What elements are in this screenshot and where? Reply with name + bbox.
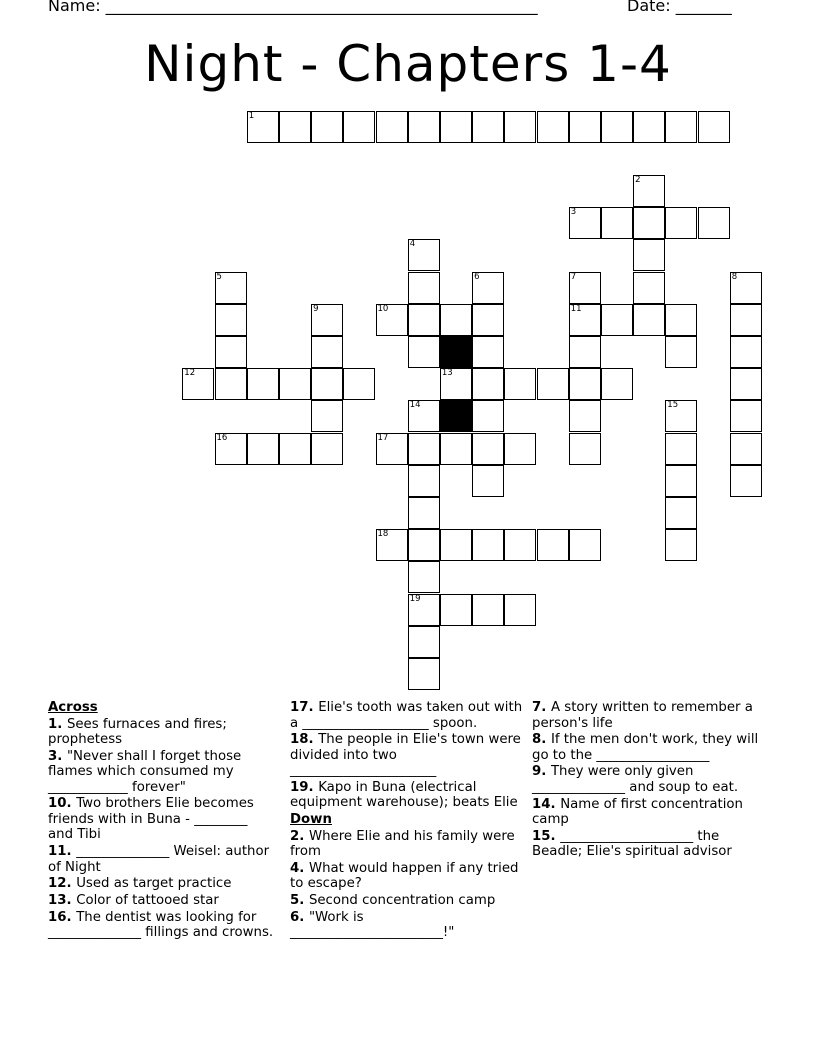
grid-cell[interactable] (633, 239, 665, 271)
clue-item (532, 797, 772, 828)
grid-cell[interactable] (472, 465, 504, 497)
grid-cell[interactable] (601, 368, 633, 400)
clue-text: A story written to remember a person's life (532, 700, 753, 731)
grid-cell[interactable] (182, 368, 214, 400)
grid-cell[interactable] (472, 336, 504, 368)
clue-item (48, 749, 276, 796)
clue-number-label: 1. (48, 716, 67, 732)
clue-number-label: 19. (290, 779, 319, 795)
grid-cell[interactable] (311, 433, 343, 465)
grid-cell[interactable] (730, 400, 762, 432)
grid-cell[interactable] (665, 497, 697, 529)
clue-number: 2 (635, 174, 641, 185)
clue-text: ____________________ the Beadle; Elie's spiritual advisor (532, 828, 732, 860)
grid-cell[interactable] (376, 529, 408, 561)
grid-cell[interactable] (408, 272, 440, 304)
grid-cell[interactable] (472, 304, 504, 336)
grid-cell[interactable] (633, 207, 665, 239)
date-field-label: Date: _______ (627, 0, 732, 15)
clue-text: Two brothers Elie becomes friends with in Buna - ________ and Tibi (48, 796, 254, 843)
clue-item (290, 861, 526, 892)
grid-cell[interactable] (569, 529, 601, 561)
grid-cell[interactable] (730, 433, 762, 465)
clue-text: Used as target practice (76, 876, 232, 892)
black-square (440, 336, 472, 368)
grid-cell[interactable] (440, 594, 472, 626)
grid-cell[interactable] (504, 594, 536, 626)
clue-number: 17 (377, 432, 389, 443)
clue-item (48, 844, 276, 875)
clue-number: 8 (731, 271, 738, 282)
grid-cell[interactable] (665, 304, 697, 336)
grid-cell[interactable] (408, 239, 440, 271)
clue-number: 18 (377, 529, 389, 540)
down-heading: Down (290, 812, 332, 828)
clue-item (48, 876, 276, 892)
grid-cell[interactable] (215, 336, 247, 368)
grid-cell[interactable] (730, 368, 762, 400)
clue-number-label: 8. (532, 732, 551, 748)
clue-text: Kapo in Buna (electrical equipment warehouse); beats Elie (290, 779, 518, 811)
grid-cell[interactable] (472, 368, 504, 400)
grid-cell[interactable] (665, 400, 697, 432)
clue-number-label: 17. (290, 700, 319, 715)
clue-text: Sees furnaces and fires; prophetess (48, 716, 227, 747)
clue-number: 7 (570, 271, 577, 282)
grid-cell[interactable] (440, 304, 472, 336)
clue-column-2 (290, 700, 526, 942)
grid-cell[interactable] (665, 336, 697, 368)
grid-cell[interactable] (408, 658, 440, 690)
clue-number: 9 (313, 303, 319, 314)
clue-item (532, 829, 772, 860)
clue-number-label: 12. (48, 876, 77, 892)
grid-cell[interactable] (633, 111, 665, 143)
grid-cell[interactable] (440, 368, 472, 400)
clue-item (48, 910, 276, 941)
clue-column-3 (532, 700, 772, 861)
grid-cell[interactable] (633, 175, 665, 207)
clue-text: Name of first concentration camp (532, 796, 743, 828)
grid-cell[interactable] (408, 497, 440, 529)
clue-column-1 (48, 700, 276, 942)
grid-cell[interactable] (472, 594, 504, 626)
grid-cell[interactable] (601, 207, 633, 239)
clue-text: ______________ Weisel: author of Night (48, 844, 270, 875)
clue-text: If the men don't work, they will go to the _________________ (532, 732, 759, 763)
grid-cell[interactable] (343, 111, 375, 143)
grid-cell[interactable] (665, 111, 697, 143)
grid-cell[interactable] (665, 207, 697, 239)
grid-cell[interactable] (279, 111, 311, 143)
grid-cell[interactable] (408, 626, 440, 658)
grid-cell[interactable] (440, 111, 472, 143)
grid-cell[interactable] (440, 529, 472, 561)
grid-cell[interactable] (311, 400, 343, 432)
grid-cell[interactable] (633, 304, 665, 336)
clue-item (532, 732, 772, 763)
clue-item (48, 893, 276, 909)
grid-cell[interactable] (537, 529, 569, 561)
grid-cell[interactable] (376, 304, 408, 336)
grid-cell[interactable] (408, 561, 440, 593)
grid-cell[interactable] (408, 111, 440, 143)
grid-cell[interactable] (504, 529, 536, 561)
clue-text: The people in Elie's town were divided into two ______________________ (290, 732, 521, 779)
clue-text: Second concentration camp (308, 892, 496, 908)
clue-item (290, 780, 526, 811)
grid-cell[interactable] (472, 111, 504, 143)
clue-item (290, 732, 526, 779)
grid-cell[interactable] (569, 368, 601, 400)
grid-cell[interactable] (472, 529, 504, 561)
black-square (440, 400, 472, 432)
grid-cell[interactable] (408, 594, 440, 626)
grid-cell[interactable] (215, 272, 247, 304)
clue-item (532, 700, 772, 731)
grid-cell[interactable] (665, 465, 697, 497)
clue-number: 11 (570, 303, 582, 314)
clue-item (48, 717, 276, 748)
clue-text: Elie's tooth was taken out with a ___________________ spoon. (290, 700, 523, 731)
clue-number: 13 (441, 368, 453, 379)
grid-cell[interactable] (569, 272, 601, 304)
name-field-label: Name: ______________________________________________________ (48, 0, 538, 15)
clue-number: 1 (248, 110, 255, 121)
grid-cell[interactable] (569, 304, 601, 336)
grid-cell[interactable] (247, 111, 279, 143)
grid-cell[interactable] (504, 111, 536, 143)
grid-cell[interactable] (408, 529, 440, 561)
clue-item (290, 700, 526, 731)
grid-cell[interactable] (569, 400, 601, 432)
grid-cell[interactable] (408, 465, 440, 497)
across-heading: Across (48, 700, 98, 715)
grid-cell[interactable] (472, 400, 504, 432)
clue-item (532, 764, 772, 795)
clue-number: 10 (377, 303, 389, 314)
clue-number: 3 (570, 207, 577, 218)
grid-cell[interactable] (311, 304, 343, 336)
grid-cell[interactable] (569, 433, 601, 465)
page-title: Night - Chapters 1-4 (144, 35, 672, 93)
clue-number-label: 11. (48, 844, 77, 860)
clue-number: 14 (409, 400, 421, 411)
clue-item (290, 910, 526, 941)
grid-cell[interactable] (440, 433, 472, 465)
grid-cell[interactable] (665, 433, 697, 465)
grid-cell[interactable] (730, 465, 762, 497)
clue-number-label: 10. (48, 796, 77, 812)
grid-cell[interactable] (601, 304, 633, 336)
grid-cell[interactable] (279, 433, 311, 465)
grid-cell[interactable] (633, 272, 665, 304)
grid-cell[interactable] (569, 207, 601, 239)
clue-text: They were only given ______________ and soup to eat. (532, 764, 739, 795)
grid-cell[interactable] (601, 111, 633, 143)
grid-cell[interactable] (408, 433, 440, 465)
clue-number-label: 9. (532, 764, 551, 780)
clue-number: 5 (216, 271, 222, 282)
grid-cell[interactable] (408, 336, 440, 368)
grid-cell[interactable] (215, 304, 247, 336)
grid-cell[interactable] (698, 111, 730, 143)
grid-cell[interactable] (730, 272, 762, 304)
clue-text: What would happen if any tried to escape? (290, 860, 519, 892)
clue-number: 12 (184, 368, 196, 379)
grid-cell[interactable] (215, 368, 247, 400)
grid-cell[interactable] (408, 400, 440, 432)
grid-cell[interactable] (215, 433, 247, 465)
clue-number-label: 3. (48, 748, 67, 764)
grid-cell[interactable] (343, 368, 375, 400)
grid-cell[interactable] (247, 368, 279, 400)
grid-cell[interactable] (376, 111, 408, 143)
grid-cell[interactable] (730, 336, 762, 368)
grid-cell[interactable] (247, 433, 279, 465)
grid-cell[interactable] (504, 368, 536, 400)
clue-number: 6 (474, 271, 480, 282)
clue-number: 16 (216, 432, 228, 443)
clue-number: 19 (409, 593, 421, 604)
grid-cell[interactable] (311, 368, 343, 400)
clue-number-label: 14. (532, 796, 561, 812)
clue-number: 4 (409, 239, 416, 250)
clue-text: The dentist was looking for ______________ fillings and crowns. (48, 909, 274, 941)
clue-number-label: 18. (290, 732, 319, 748)
grid-cell[interactable] (698, 207, 730, 239)
grid-cell[interactable] (311, 336, 343, 368)
clue-number-label: 16. (48, 909, 77, 925)
grid-cell[interactable] (279, 368, 311, 400)
clue-item (290, 829, 526, 860)
clue-item (48, 796, 276, 843)
grid-cell[interactable] (665, 529, 697, 561)
grid-cell[interactable] (537, 368, 569, 400)
grid-cell[interactable] (408, 304, 440, 336)
clue-number-label: 6. (290, 909, 309, 925)
clue-text: "Never shall I forget those flames which consumed my ____________ forever" (48, 748, 242, 795)
clue-number-label: 5. (290, 892, 309, 908)
grid-cell[interactable] (472, 272, 504, 304)
grid-cell[interactable] (504, 433, 536, 465)
grid-cell[interactable] (569, 336, 601, 368)
clue-number-label: 15. (532, 828, 561, 844)
grid-cell[interactable] (311, 111, 343, 143)
clue-number-label: 2. (290, 828, 309, 844)
clue-number-label: 7. (532, 700, 551, 715)
grid-cell[interactable] (537, 111, 569, 143)
clue-text: Color of tattooed star (76, 892, 219, 908)
clue-number: 15 (667, 400, 679, 411)
clue-number-label: 13. (48, 892, 77, 908)
clue-text: "Work is _______________________!" (290, 909, 455, 941)
clue-number-label: 4. (290, 860, 309, 876)
grid-cell[interactable] (376, 433, 408, 465)
clue-item (290, 893, 526, 909)
grid-cell[interactable] (569, 111, 601, 143)
grid-cell[interactable] (472, 433, 504, 465)
grid-cell[interactable] (730, 304, 762, 336)
clue-text: Where Elie and his family were from (290, 828, 515, 860)
